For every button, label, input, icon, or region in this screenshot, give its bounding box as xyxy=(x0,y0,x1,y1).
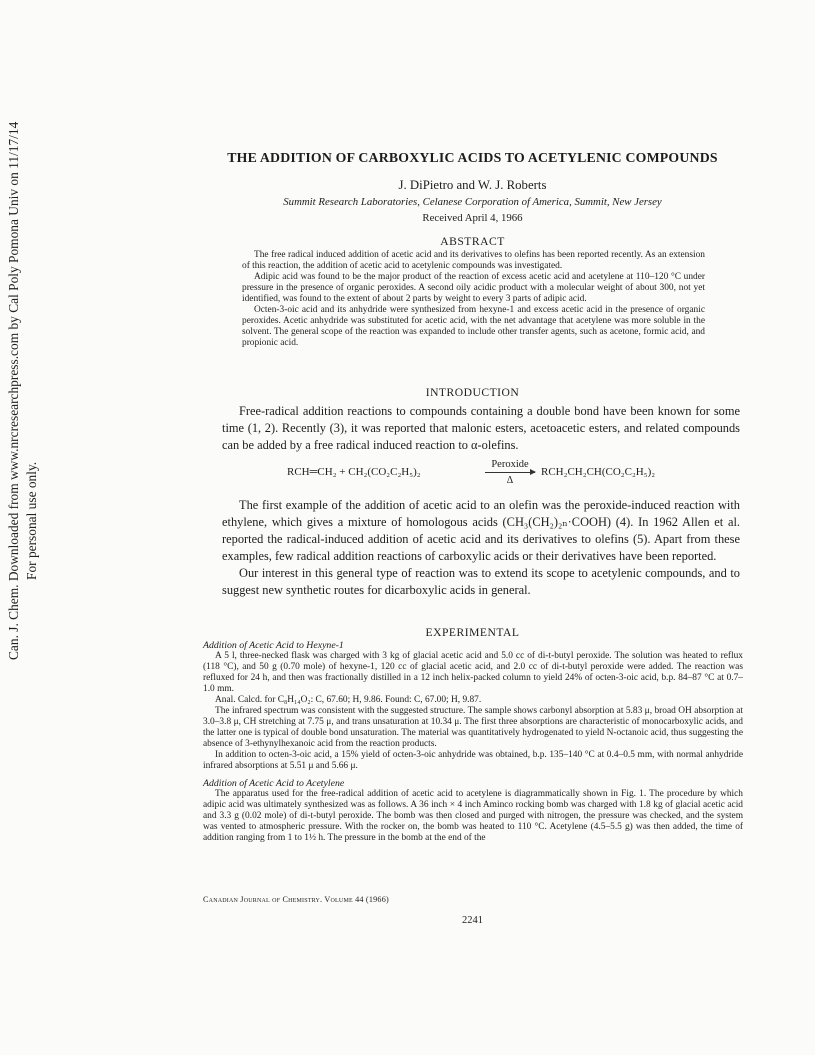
abstract-paragraph: The free radical induced addition of acetic acid and its derivatives to olefins has been reported recently. As an extension of this reaction, the addition of acetic acid to acetylenic compounds was investigated. xyxy=(242,250,705,271)
abstract-paragraph: Adipic acid was found to be the major product of the reaction of excess acetic acid and acetylene at 110–120 °C under pressure in the presence of organic peroxides. A second oily acidic product with a molecular weight of about 300, not yet identified, was found to the extent of about 2 parts by weight to every 3 parts of adipic acid. xyxy=(242,272,705,304)
subsection-heading: Addition of Acetic Acid to Acetylene xyxy=(203,778,345,789)
authors: J. DiPietro and W. J. Roberts xyxy=(398,178,547,192)
body-text: A 5 l, three-necked flask was charged with 3 kg of glacial acetic acid and 5.0 cc of di-t-butyl peroxide. The solution was heated to reflux (118 °C), and 50 g (0.70 mole) of hexyne-1, 120 cc of glacial acetic acid, and 2.0 cc of di-t-butyl peroxide were added. The reaction was refluxed for 24 h, and then was fractionally distilled in a 12 inch helix-packed column to yield 24% of octen-3-oic acid, b.p. 84–87 °C at 0.7–1.0 mm. xyxy=(203,651,743,694)
personal-use-notice: For personal use only. xyxy=(24,461,39,580)
reaction-equation xyxy=(287,457,687,487)
journal-footer: Canadian Journal of Chemistry. Volume 44 (1966) xyxy=(203,895,389,904)
abstract-body xyxy=(242,250,705,349)
arrow-label-below: Δ xyxy=(506,475,514,486)
intro-paragraph-2 xyxy=(222,497,740,599)
body-text: The first example of the addition of acetic acid to an olefin was the peroxide-induced reaction with ethylene, which gives a mixture of homologous acids (CH₃(CH₂)₂ₙ·COOH) (4). In 1962 Allen et al. reported the radical-induced addition of acetic acid and its derivatives to olefins (5). Apart from these examples, few radical addition reactions of carboxylic acids or their derivatives have been reported. xyxy=(222,498,740,563)
body-text: The apparatus used for the free-radical addition of acetic acid to acetylene is diagrammatically shown in Fig. 1. The procedure by which adipic acid was ultimately synthesized was as follows. A 36 inch × 4 inch Aminco rocking bomb was charged with 1.8 kg of glacial acetic acid and 3.3 g (0.02 mole) of di-t-butyl peroxide. The bomb was then closed and purged with nitrogen, the pressure was checked, and the system was vented to atmospheric pressure. With the rocker on, the bomb was heated to 110 °C. Acetylene (4.5–5.5 g) was then added, the time of addition ranging from 1 to 1½ h. The pressure in the bomb at the end of the xyxy=(203,789,743,843)
experimental-heading: EXPERIMENTAL xyxy=(425,626,520,639)
intro-paragraph-1 xyxy=(222,403,740,454)
download-sidebar xyxy=(4,121,40,660)
page-number: 2241 xyxy=(462,915,483,926)
arrow-icon xyxy=(485,472,535,473)
paper-title: THE ADDITION OF CARBOXYLIC ACIDS TO ACETYLENIC COMPOUNDS xyxy=(227,150,718,165)
received-date: Received April 4, 1966 xyxy=(422,212,523,224)
affiliation: Summit Research Laboratories, Celanese Corporation of America, Summit, New Jersey xyxy=(283,196,662,208)
body-text: In addition to octen-3-oic acid, a 15% yield of octen-3-oic anhydride was obtained, b.p. 135–140 °C at 0.4–0.5 mm, with normal anhydride infrared absorptions at 5.51 μ and 5.66 μ. xyxy=(203,750,743,771)
equation-product: RCH₂CH₂CH(CO₂C₂H₅)₂ xyxy=(541,466,656,478)
equation-reactants: RCH═CH₂ + CH₂(CO₂C₂H₅)₂ xyxy=(287,466,421,478)
arrow-label-above: Peroxide xyxy=(491,459,529,470)
subsection-heading: Addition of Acetic Acid to Hexyne-1 xyxy=(203,640,344,651)
reaction-arrow xyxy=(485,459,535,486)
download-notice: Can. J. Chem. Downloaded from www.nrcresearchpress.com by Cal Poly Pomona Univ on 11/17/14 xyxy=(6,121,21,660)
abstract-heading: ABSTRACT xyxy=(440,235,505,248)
abstract-paragraph: Octen-3-oic acid and its anhydride were synthesized from hexyne-1 and excess acetic acid in the presence of organic peroxides. Acetic anhydride was substituted for acetic acid, with the net advantage that acetylene was more soluble in the solvent. The general scope of the reaction was expanded to include other transfer agents, such as acetone, formic acid, and propionic acid. xyxy=(242,305,705,348)
experimental-body xyxy=(203,637,743,844)
introduction-heading: INTRODUCTION xyxy=(425,386,520,399)
body-text: Free-radical addition reactions to compounds containing a double bond have been known for some time (1, 2). Recently (3), it was reported that malonic esters, acetoacetic esters, and related compounds can be added by a free radical induced reaction to α-olefins. xyxy=(222,404,740,452)
body-text: The infrared spectrum was consistent with the suggested structure. The sample shows carbonyl absorption at 5.83 μ, broad OH absorption at 3.0–3.8 μ, CH stretching at 7.75 μ, and trans unsaturation at 10.34 μ. The first three absorptions are characteristic of monocarboxylic acids, and the latter one is typical of double bond unsaturation. The material was quantitatively hydrogenated to yield N-octanoic acid, thus suggesting the absence of 3-ethynylhexanoic acid from the reaction products. xyxy=(203,706,743,749)
body-text: Anal. Calcd. for C₈H₁₄O₂: C, 67.60; H, 9.86. Found: C, 67.00; H, 9.87. xyxy=(215,695,482,705)
body-text: Our interest in this general type of reaction was to extend its scope to acetylenic compounds, and to suggest new synthetic routes for dicarboxylic acids in general. xyxy=(222,566,740,597)
